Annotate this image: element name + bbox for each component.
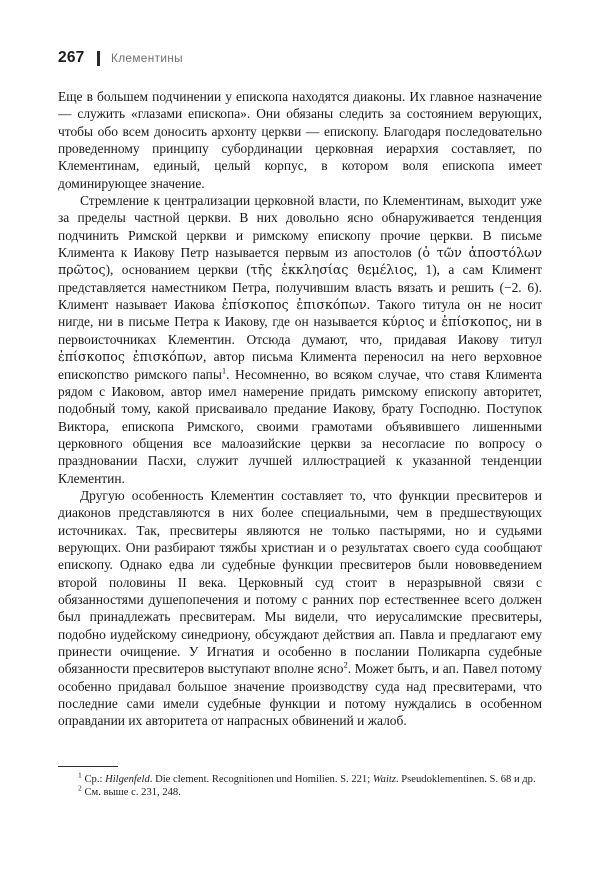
- paragraph: Другую особенность Клементин составляет то, что функции пресвитеров и диаконов представляются в них более специальными, чем в предшествующих источниках. Так, пресвитеры являются не только пастырями, но и судьями верующих. Они разбирают тяжбы христиан и о результатах своего суда сообщают епископу. Однако едва ли судебные функции пресвитеров были нововведением второй половины II века. Церковный суд стоит в неразрывной связи с обязанностями душепопечения и потому с ранних пор естественнее всего должен был принадлежать пресвитерам. Мы видели, что иерусалимские пресвитеры, подобно иудейскому синедриону, обсуждают действия ап. Павла и предлагают ему принести очищение. У Игнатия и особенно в послании Поликарпа судебные обязанности пресвитеров выступают вполне ясно$^2$. Может быть, и ап. Павел потому особенно придавал большое значение производству суда над пресвитерами, что последние сами имели судебные функции и потому нуждались в особенном оправдании их авторитета от напрасных обвинений и жалоб.: [58, 487, 542, 729]
- footnote-marker: 1: [78, 770, 82, 780]
- footnote-separator-rule: [58, 766, 118, 767]
- cited-author: Hilgenfeld: [105, 774, 150, 785]
- cited-author: Waitz: [372, 774, 396, 785]
- greek-phrase: ἐπίσκοπος: [441, 314, 509, 330]
- greek-phrase: κύριος: [382, 314, 425, 330]
- greek-phrase: τῆς ἐκκλησίας θεμέλιος: [250, 262, 414, 278]
- greek-phrase: ὁ τῶν ἀποστόλων πρῶτος: [58, 245, 542, 278]
- footnote-item: $^1$ Ср.: Hilgenfeld. Die clement. Recognitionen und Homilien. S. 221; Waitz. Pseudoklementinen. S. 68 и др.: [78, 770, 536, 785]
- paragraph: Еще в большем подчинении у епископа находятся диаконы. Их главное назначение — служить «глазами епископа». Они обязаны следить за состоянием верующих, чтобы обо всем доносить архонту церкви — епископу. Благодаря последовательно проведенному принципу субординации церковная иерархия составляет, по Клементинам, единый, целый корпус, в котором воля епископа имеет доминирующее значение.: [58, 89, 542, 191]
- body-text: [58, 88, 542, 730]
- paragraph: Стремление к централизации церковной власти, по Клементинам, выходит уже за пределы частной церкви. В них довольно ясно обнаруживается тенденция подчинить Римской церкви и римскому епископу прочие церкви. В письме Климента к Иакову Петр называется первым из апостолов (ὁ τῶν ἀποστόλων πρῶτος), основанием церкви (τῆς ἐκκλησίας θεμέλιος, 1), а сам Климент представляется наместником Петра, получившим власть вязать и решить (−2. 6). Климент называет Иакова ἐπίσκοπος ἐπισκόπων. Такого титула он не носит нигде, ни в письме Петра к Иакову, где он называется κύριος и ἐπίσκοπος, ни в первоисточниках Клементин. Отсюда думают, что, придавая Иакову титул ἐπίσκοπος ἐπισκόπων, автор письма Климента переносил на него верховное епископство римского папы$^1$. Несомненно, во всяком случае, что ставя Климента рядом с Иаковом, автор имел намерение придать римскому епископу авторитет, подобный тому, какой присваивало предание Иакову, брату Господню. Поступок Виктора, епископа Римского, своими грамотами объявившего лишенными церковного общения все малоазийские церкви за несогласие по вопросу о праздновании Пасхи, служит лучшей иллюстрацией к указанной тенденции Клементин.: [58, 193, 542, 486]
- footnote-reference[interactable]: 2: [343, 659, 348, 670]
- running-head: [58, 48, 183, 68]
- running-head-title: Клементины: [110, 51, 183, 65]
- page-number: 267: [58, 49, 85, 66]
- footnote-item: $^2$ См. выше с. 231, 248.: [78, 783, 181, 799]
- greek-phrase: ἐπίσκοπος ἐπισκόπων: [221, 297, 367, 313]
- footnote-reference[interactable]: 1: [221, 365, 227, 376]
- footnote-marker: 2: [78, 783, 82, 793]
- footnote-block: [58, 766, 542, 799]
- greek-phrase: ἐπίσκοπος ἐπισκόπων: [58, 349, 204, 365]
- running-head-separator: [97, 51, 100, 66]
